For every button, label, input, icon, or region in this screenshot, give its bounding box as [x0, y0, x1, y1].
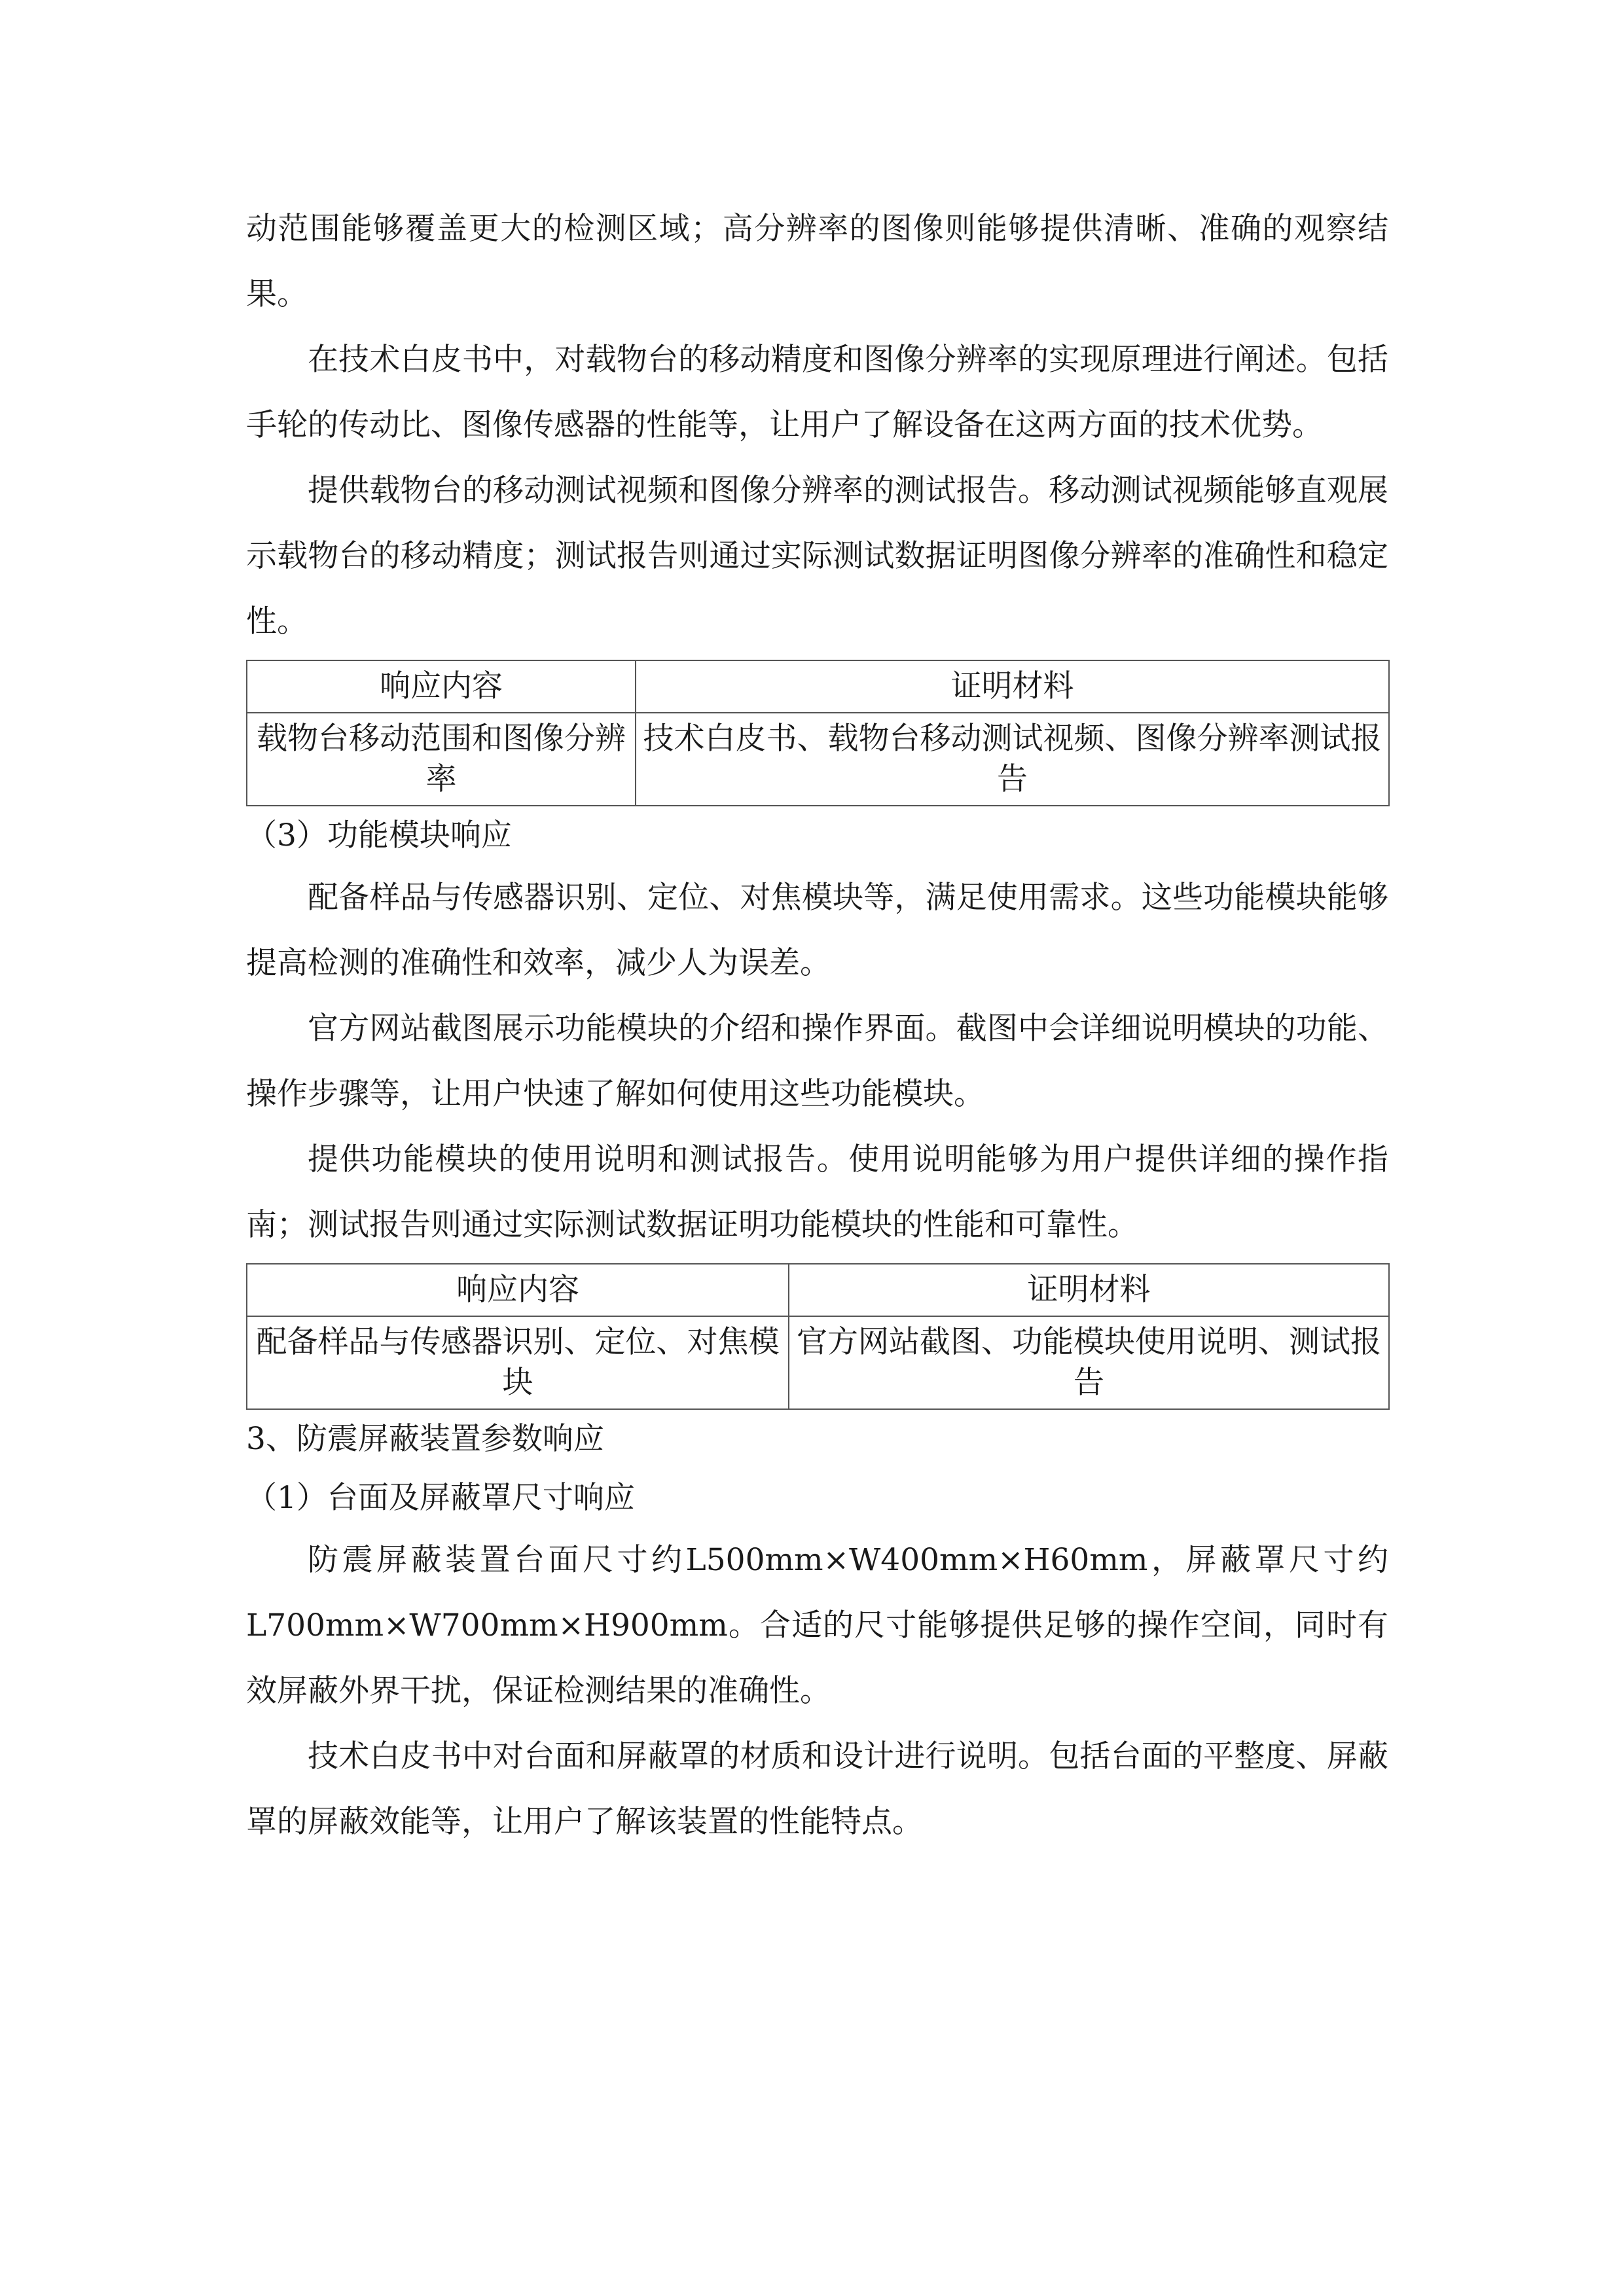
- table-cell: 技术白皮书、载物台移动测试视频、图像分辨率测试报告: [636, 713, 1389, 806]
- table-row: [247, 713, 1389, 806]
- response-table-1: [246, 660, 1390, 806]
- section-heading: （3）功能模块响应: [246, 817, 512, 853]
- paragraph: 官方网站截图展示功能模块的介绍和操作界面。截图中会详细说明模块的功能、操作步骤等，让用户快速了解如何使用这些功能模块。: [246, 1011, 1388, 1112]
- table-header-row: [247, 1264, 1389, 1316]
- table-header-cell: 响应内容: [247, 660, 636, 713]
- table-header-cell: 响应内容: [247, 1264, 789, 1316]
- section-heading: （1）台面及屏蔽罩尺寸响应: [246, 1480, 635, 1516]
- paragraph: 配备样品与传感器识别、定位、对焦模块等，满足使用需求。这些功能模块能够提高检测的准确性和效率，减少人为误差。: [246, 880, 1388, 981]
- paragraph: 提供功能模块的使用说明和测试报告。使用说明能够为用户提供详细的操作指南；测试报告则通过实际测试数据证明功能模块的性能和可靠性。: [246, 1141, 1388, 1243]
- table-header-cell: 证明材料: [789, 1264, 1389, 1316]
- table-row: [247, 1316, 1389, 1409]
- paragraph: 在技术白皮书中，对载物台的移动精度和图像分辨率的实现原理进行阐述。包括手轮的传动比、图像传感器的性能等，让用户了解设备在这两方面的技术优势。: [246, 342, 1388, 443]
- paragraph: 技术白皮书中对台面和屏蔽罩的材质和设计进行说明。包括台面的平整度、屏蔽罩的屏蔽效能等，让用户了解该装置的性能特点。: [246, 1738, 1388, 1840]
- paragraph: 防震屏蔽装置台面尺寸约L500mm×W400mm×H60mm，屏蔽罩尺寸约L700mm×W700mm×H900mm。合适的尺寸能够提供足够的操作空间，同时有效屏蔽外界干扰，保证检测结果的准确性。: [246, 1542, 1388, 1709]
- document-page: [246, 196, 1388, 1855]
- section-heading: 3、防震屏蔽装置参数响应: [246, 1421, 604, 1457]
- table-header-cell: 证明材料: [636, 660, 1389, 713]
- table-header-row: [247, 660, 1389, 713]
- table-cell: 载物台移动范围和图像分辨率: [247, 713, 636, 806]
- response-table-2: [246, 1263, 1390, 1410]
- table-cell: 官方网站截图、功能模块使用说明、测试报告: [789, 1316, 1389, 1409]
- paragraph: 提供载物台的移动测试视频和图像分辨率的测试报告。移动测试视频能够直观展示载物台的移动精度；测试报告则通过实际测试数据证明图像分辨率的准确性和稳定性。: [246, 473, 1388, 639]
- table-cell: 配备样品与传感器识别、定位、对焦模块: [247, 1316, 789, 1409]
- paragraph: 动范围能够覆盖更大的检测区域；高分辨率的图像则能够提供清晰、准确的观察结果。: [246, 211, 1388, 312]
